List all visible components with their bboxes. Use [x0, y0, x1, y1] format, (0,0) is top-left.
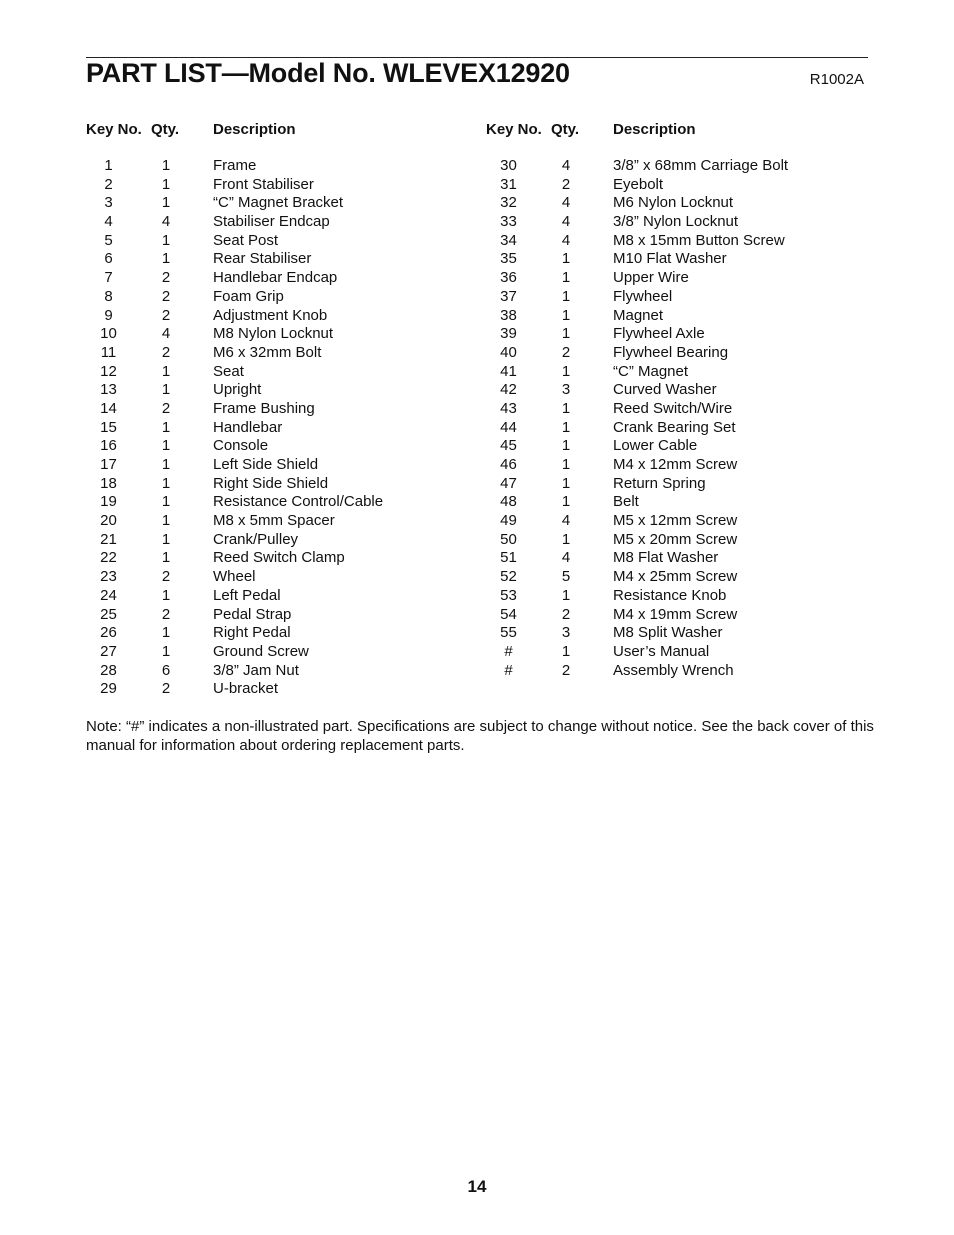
part-row	[86, 363, 476, 382]
part-qty: 1	[161, 362, 171, 380]
part-description: M5 x 20mm Screw	[613, 530, 738, 548]
part-description: Left Pedal	[213, 586, 281, 604]
part-key-no: 5	[104, 231, 113, 249]
part-row	[486, 307, 868, 326]
part-key-no: 28	[100, 661, 117, 679]
part-qty: 1	[161, 642, 171, 660]
part-qty: 1	[561, 474, 571, 492]
part-qty: 4	[161, 325, 171, 343]
part-key-no: 44	[500, 418, 517, 436]
header-key-no: Key No.	[86, 121, 142, 138]
part-description: Return Spring	[613, 474, 706, 492]
part-row	[486, 250, 868, 269]
part-row	[486, 475, 868, 494]
part-description: Upright	[213, 381, 262, 399]
header-description: Description	[213, 121, 296, 138]
part-description: M8 Split Washer	[613, 624, 723, 642]
part-key-no: 25	[100, 605, 117, 623]
column-header	[486, 121, 868, 141]
part-row	[86, 419, 476, 438]
part-description: Seat	[213, 362, 244, 380]
part-qty: 1	[561, 456, 571, 473]
part-description: 3/8” Jam Nut	[213, 661, 299, 679]
part-description: “C” Magnet	[613, 362, 689, 380]
part-key-no: 49	[500, 512, 517, 530]
part-row	[86, 643, 476, 662]
part-qty: 1	[161, 549, 171, 567]
part-row	[86, 269, 476, 288]
page-title: PART LIST—Model No. WLEVEX12920	[86, 58, 570, 88]
part-qty: 1	[161, 586, 171, 604]
part-key-no: 9	[104, 306, 113, 324]
part-key-no: 30	[500, 157, 517, 174]
part-qty: 4	[561, 194, 571, 212]
part-description: Seat Post	[213, 231, 279, 249]
part-key-no: 23	[100, 568, 117, 586]
part-qty: 1	[161, 418, 171, 436]
part-description: 3/8” Nylon Locknut	[613, 213, 739, 231]
part-key-no: 3	[104, 194, 113, 212]
part-description: U-bracket	[213, 680, 279, 698]
part-qty: 4	[561, 549, 571, 567]
part-qty: 1	[561, 418, 571, 436]
part-key-no: 55	[500, 624, 517, 642]
part-key-no: 19	[100, 493, 117, 511]
part-key-no: 16	[100, 437, 117, 455]
header-description: Description	[613, 121, 696, 138]
part-description: M10 Flat Washer	[613, 250, 727, 268]
part-row	[486, 363, 868, 382]
part-key-no: 47	[500, 474, 517, 492]
part-row	[486, 624, 868, 643]
part-row	[486, 643, 868, 662]
part-qty: 1	[561, 306, 571, 324]
part-qty: 1	[561, 287, 571, 305]
part-qty: 1	[161, 175, 171, 193]
part-description: Flywheel Bearing	[613, 343, 729, 361]
part-row	[486, 176, 868, 195]
part-row	[486, 344, 868, 363]
header-key-no: Key No.	[486, 121, 542, 138]
part-qty: 4	[561, 512, 571, 530]
part-qty: 2	[161, 269, 171, 287]
parts-column-left	[86, 121, 476, 699]
part-qty: 1	[161, 231, 171, 249]
part-row	[486, 662, 868, 681]
part-qty: 1	[561, 269, 571, 287]
part-key-no: 32	[500, 194, 517, 212]
part-description: Pedal Strap	[213, 605, 292, 623]
part-qty: 6	[161, 661, 171, 679]
part-description: Resistance Knob	[613, 586, 727, 604]
part-key-no: 29	[100, 680, 117, 698]
part-row	[486, 606, 868, 625]
part-description: Right Side Shield	[213, 474, 329, 492]
part-description: Rear Stabiliser	[213, 250, 312, 268]
part-row	[86, 157, 476, 176]
part-description: Curved Washer	[613, 381, 717, 399]
part-description: Handlebar	[213, 418, 283, 436]
part-description: M6 Nylon Locknut	[613, 194, 734, 212]
part-key-no: 26	[100, 624, 117, 642]
part-qty: 1	[561, 362, 571, 380]
part-key-no: 38	[500, 306, 517, 324]
part-description: M8 Flat Washer	[613, 549, 719, 567]
part-qty: 4	[561, 231, 571, 249]
part-row	[486, 400, 868, 419]
part-description: M8 x 15mm Button Screw	[613, 231, 785, 249]
part-key-no: 15	[100, 418, 117, 436]
part-key-no: 24	[100, 586, 117, 604]
page-number: 14	[467, 1177, 487, 1196]
part-qty: 1	[161, 250, 171, 268]
part-qty: 1	[561, 250, 571, 268]
part-key-no: 10	[100, 325, 117, 343]
part-row	[86, 176, 476, 195]
part-qty: 1	[561, 586, 571, 604]
part-key-no: 35	[500, 250, 517, 268]
part-key-no: 27	[100, 642, 117, 660]
part-description: M4 x 12mm Screw	[613, 456, 738, 473]
part-row	[86, 437, 476, 456]
footnote: Note: “#” indicates a non-illustrated part. Specifications are subject to change without notice. See the back cover of this manual for information about ordering replacement parts.	[86, 718, 874, 754]
part-qty: 2	[561, 605, 571, 623]
part-key-no: #	[504, 642, 513, 660]
part-key-no: 37	[500, 287, 517, 305]
part-row	[86, 250, 476, 269]
part-row	[86, 213, 476, 232]
part-qty: 1	[161, 194, 171, 212]
part-row	[86, 662, 476, 681]
part-key-no: 42	[500, 381, 517, 399]
part-key-no: 18	[100, 474, 117, 492]
part-description: Upper Wire	[613, 269, 689, 287]
part-key-no: 14	[100, 399, 117, 417]
part-description: “C” Magnet Bracket	[213, 194, 344, 212]
part-qty: 1	[161, 493, 171, 511]
part-row	[86, 587, 476, 606]
part-qty: 1	[561, 325, 571, 343]
part-key-no: 45	[500, 437, 517, 455]
part-qty: 1	[561, 642, 571, 660]
part-row	[486, 456, 868, 475]
part-row	[86, 475, 476, 494]
part-key-no: 6	[104, 250, 113, 268]
part-description: Console	[213, 437, 269, 455]
part-description: Magnet	[613, 306, 664, 324]
part-qty: 3	[561, 381, 571, 399]
part-description: Adjustment Knob	[213, 306, 328, 324]
part-description: Crank/Pulley	[213, 530, 299, 548]
part-row	[86, 344, 476, 363]
part-description: Foam Grip	[213, 287, 284, 305]
part-qty: 1	[161, 437, 171, 455]
header-qty: Qty.	[551, 121, 580, 138]
part-description: Lower Cable	[613, 437, 698, 455]
part-description: Front Stabiliser	[213, 175, 314, 193]
part-key-no: 22	[100, 549, 117, 567]
part-qty: 2	[561, 661, 571, 679]
part-key-no: 46	[500, 456, 517, 473]
part-row	[86, 493, 476, 512]
part-key-no: 13	[100, 381, 117, 399]
document-code: R1002A	[809, 71, 864, 88]
part-key-no: 2	[104, 175, 113, 193]
part-description: M8 Nylon Locknut	[213, 325, 334, 343]
part-description: Reed Switch Clamp	[213, 549, 345, 567]
part-description: Ground Screw	[213, 642, 309, 660]
part-qty: 1	[561, 493, 571, 511]
part-qty: 2	[161, 568, 171, 586]
part-row	[486, 587, 868, 606]
part-row	[486, 437, 868, 456]
part-key-no: 54	[500, 605, 517, 623]
part-qty: 2	[161, 399, 171, 417]
part-description: Flywheel	[613, 287, 673, 305]
part-qty: 4	[161, 213, 171, 231]
part-row	[86, 456, 476, 475]
part-description: Left Side Shield	[213, 456, 319, 473]
part-description: M5 x 12mm Screw	[613, 512, 738, 530]
part-row	[486, 157, 868, 176]
part-qty: 2	[161, 306, 171, 324]
part-qty: 1	[161, 624, 171, 642]
part-description: Reed Switch/Wire	[613, 399, 733, 417]
part-description: Flywheel Axle	[613, 325, 705, 343]
part-row	[86, 288, 476, 307]
part-key-no: #	[504, 661, 513, 679]
part-row	[486, 549, 868, 568]
part-key-no: 36	[500, 269, 517, 287]
part-description: Eyebolt	[613, 175, 664, 193]
part-row	[486, 288, 868, 307]
part-description: Wheel	[213, 568, 256, 586]
part-row	[86, 232, 476, 251]
part-key-no: 4	[104, 213, 113, 231]
parts-list-right	[486, 157, 868, 680]
part-qty: 2	[161, 343, 171, 361]
part-row	[486, 512, 868, 531]
part-qty: 4	[561, 213, 571, 231]
part-description: Assembly Wrench	[613, 661, 734, 679]
part-qty: 1	[161, 474, 171, 492]
part-description: Frame	[213, 157, 257, 174]
part-row	[86, 307, 476, 326]
part-qty: 1	[161, 381, 171, 399]
part-key-no: 20	[100, 512, 117, 530]
part-description: Handlebar Endcap	[213, 269, 338, 287]
part-row	[86, 512, 476, 531]
part-description: Right Pedal	[213, 624, 291, 642]
part-qty: 3	[561, 624, 571, 642]
part-key-no: 12	[100, 362, 117, 380]
part-row	[86, 624, 476, 643]
part-row	[486, 419, 868, 438]
part-row	[486, 232, 868, 251]
part-description: 3/8” x 68mm Carriage Bolt	[613, 157, 789, 174]
part-qty: 2	[161, 680, 171, 698]
part-key-no: 17	[100, 456, 117, 473]
part-description: Belt	[613, 493, 639, 511]
part-description: User’s Manual	[613, 642, 710, 660]
column-header	[86, 121, 476, 141]
part-key-no: 33	[500, 213, 517, 231]
part-row	[86, 606, 476, 625]
part-key-no: 31	[500, 175, 517, 193]
part-description: Frame Bushing	[213, 399, 315, 417]
part-description: Resistance Control/Cable	[213, 493, 384, 511]
parts-column-right	[486, 121, 868, 680]
part-key-no: 40	[500, 343, 517, 361]
part-row	[86, 680, 476, 699]
part-row	[86, 531, 476, 550]
part-description: Crank Bearing Set	[613, 418, 736, 436]
part-row	[486, 269, 868, 288]
part-key-no: 53	[500, 586, 517, 604]
part-row	[486, 381, 868, 400]
part-row	[86, 568, 476, 587]
part-description: Stabiliser Endcap	[213, 213, 330, 231]
part-key-no: 41	[500, 362, 517, 380]
part-qty: 1	[561, 530, 571, 548]
part-key-no: 50	[500, 530, 517, 548]
part-qty: 2	[561, 343, 571, 361]
part-key-no: 48	[500, 493, 517, 511]
part-row	[486, 531, 868, 550]
part-description: M4 x 19mm Screw	[613, 605, 738, 623]
part-description: M4 x 25mm Screw	[613, 568, 738, 586]
part-key-no: 43	[500, 399, 517, 417]
part-key-no: 39	[500, 325, 517, 343]
part-key-no: 11	[100, 343, 117, 361]
part-key-no: 51	[500, 549, 517, 567]
part-row	[486, 194, 868, 213]
parts-list-left	[86, 157, 476, 699]
part-row	[486, 213, 868, 232]
part-key-no: 8	[104, 287, 113, 305]
part-key-no: 52	[500, 568, 517, 586]
part-qty: 2	[161, 287, 171, 305]
part-row	[86, 400, 476, 419]
part-row	[486, 493, 868, 512]
part-row	[86, 325, 476, 344]
part-key-no: 7	[104, 269, 113, 287]
part-qty: 2	[161, 605, 171, 623]
part-key-no: 34	[500, 231, 517, 249]
part-description: M8 x 5mm Spacer	[213, 512, 335, 530]
part-qty: 1	[561, 399, 571, 417]
part-key-no: 21	[100, 530, 117, 548]
part-qty: 1	[561, 437, 571, 455]
part-row	[486, 325, 868, 344]
part-qty: 1	[161, 157, 171, 174]
part-qty: 4	[561, 157, 571, 174]
part-description: M6 x 32mm Bolt	[213, 343, 322, 361]
part-qty: 5	[561, 568, 571, 586]
part-row	[86, 549, 476, 568]
part-qty: 1	[161, 512, 171, 530]
part-qty: 1	[161, 530, 171, 548]
part-row	[86, 381, 476, 400]
part-row	[86, 194, 476, 213]
part-qty: 2	[561, 175, 571, 193]
part-key-no: 1	[104, 157, 113, 174]
part-qty: 1	[161, 456, 171, 473]
header-qty: Qty.	[151, 121, 180, 138]
part-row	[486, 568, 868, 587]
